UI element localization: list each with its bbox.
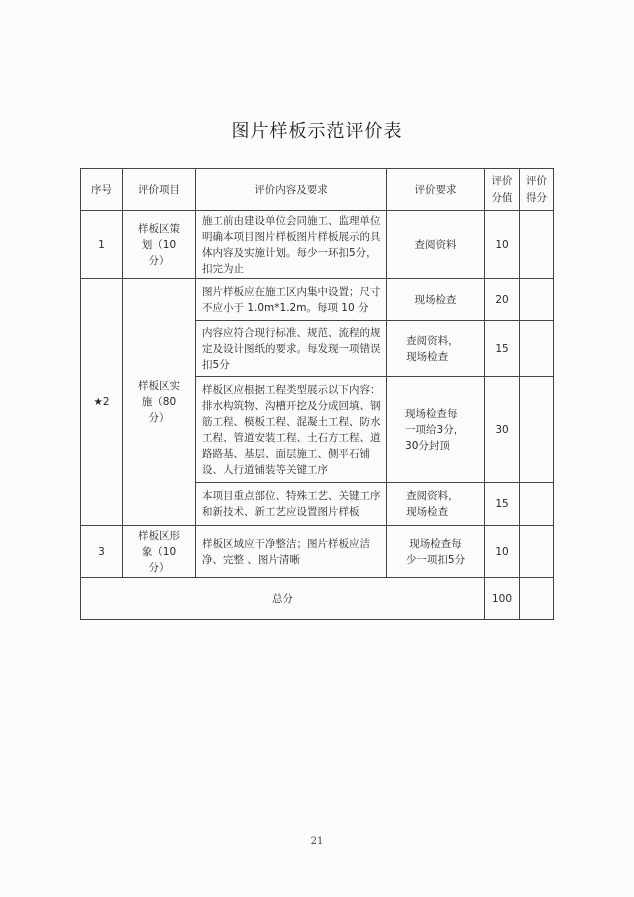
row-content: 内容应符合现行标准、规范、流程的规定及设计图纸的要求。每发现一项错误扣5分 xyxy=(196,321,387,377)
row-got xyxy=(520,321,554,377)
row-got xyxy=(520,526,554,578)
total-row xyxy=(81,578,554,620)
row-no: 3 xyxy=(81,526,123,578)
row-score: 10 xyxy=(485,211,520,279)
row-content: 样板区域应干净整洁；图片样板应洁净、完整 、图片清晰 xyxy=(196,526,387,578)
row-content: 样板区应根据工程类型展示以下内容：排水构筑物、沟槽开挖及分成回填、钢筋工程、模板工程、混凝土工程、防水工程、管道安装工程、土石方工程、道路路基、基层、面层施工、侧平石铺设、人行道铺装等关键工序 xyxy=(196,377,387,483)
evaluation-table xyxy=(80,168,554,620)
table-row xyxy=(81,279,554,321)
total-label: 总分 xyxy=(81,578,485,620)
row-got xyxy=(520,211,554,279)
total-score: 100 xyxy=(485,578,520,620)
header-row xyxy=(81,169,554,211)
header-item: 评价项目 xyxy=(123,169,196,211)
row-requirement: 查阅资料，现场检查 xyxy=(387,321,485,377)
row-item: 样板区形象（10分） xyxy=(123,526,196,578)
row-no: 1 xyxy=(81,211,123,279)
header-requirement: 评价要求 xyxy=(387,169,485,211)
row-requirement: 查阅资料，现场检查 xyxy=(387,483,485,526)
row-content: 施工前由建设单位会同施工、监理单位明确本项目图片样板图片样板展示的具体内容及实施计划。每少一环扣5分，扣完为止 xyxy=(196,211,387,279)
row-content: 图片样板应在施工区内集中设置；尺寸不应小于 1.0m*1.2m。每项 10 分 xyxy=(196,279,387,321)
row-score: 15 xyxy=(485,321,520,377)
row-content: 本项目重点部位、特殊工艺、关键工序和新技术、新工艺应设置图片样板 xyxy=(196,483,387,526)
row-item: 样板区实施（80分） xyxy=(123,279,196,526)
table-row xyxy=(81,211,554,279)
header-score: 评价分值 xyxy=(485,169,520,211)
row-got xyxy=(520,279,554,321)
row-requirement: 现场检查每一项给3分，30分封顶 xyxy=(387,377,485,483)
header-got: 评价得分 xyxy=(520,169,554,211)
row-requirement: 现场检查每少一项扣5分 xyxy=(387,526,485,578)
total-got xyxy=(520,578,554,620)
row-requirement: 现场检查 xyxy=(387,279,485,321)
header-content: 评价内容及要求 xyxy=(196,169,387,211)
row-score: 15 xyxy=(485,483,520,526)
row-item: 样板区策划（10分） xyxy=(123,211,196,279)
row-got xyxy=(520,377,554,483)
row-requirement: 查阅资料 xyxy=(387,211,485,279)
table-row xyxy=(81,526,554,578)
row-score: 10 xyxy=(485,526,520,578)
page-number: 21 xyxy=(310,836,324,847)
page-title: 图片样板示范评价表 xyxy=(231,121,403,142)
row-score: 30 xyxy=(485,377,520,483)
row-got xyxy=(520,483,554,526)
header-no: 序号 xyxy=(81,169,123,211)
row-no: ★2 xyxy=(81,279,123,526)
row-score: 20 xyxy=(485,279,520,321)
